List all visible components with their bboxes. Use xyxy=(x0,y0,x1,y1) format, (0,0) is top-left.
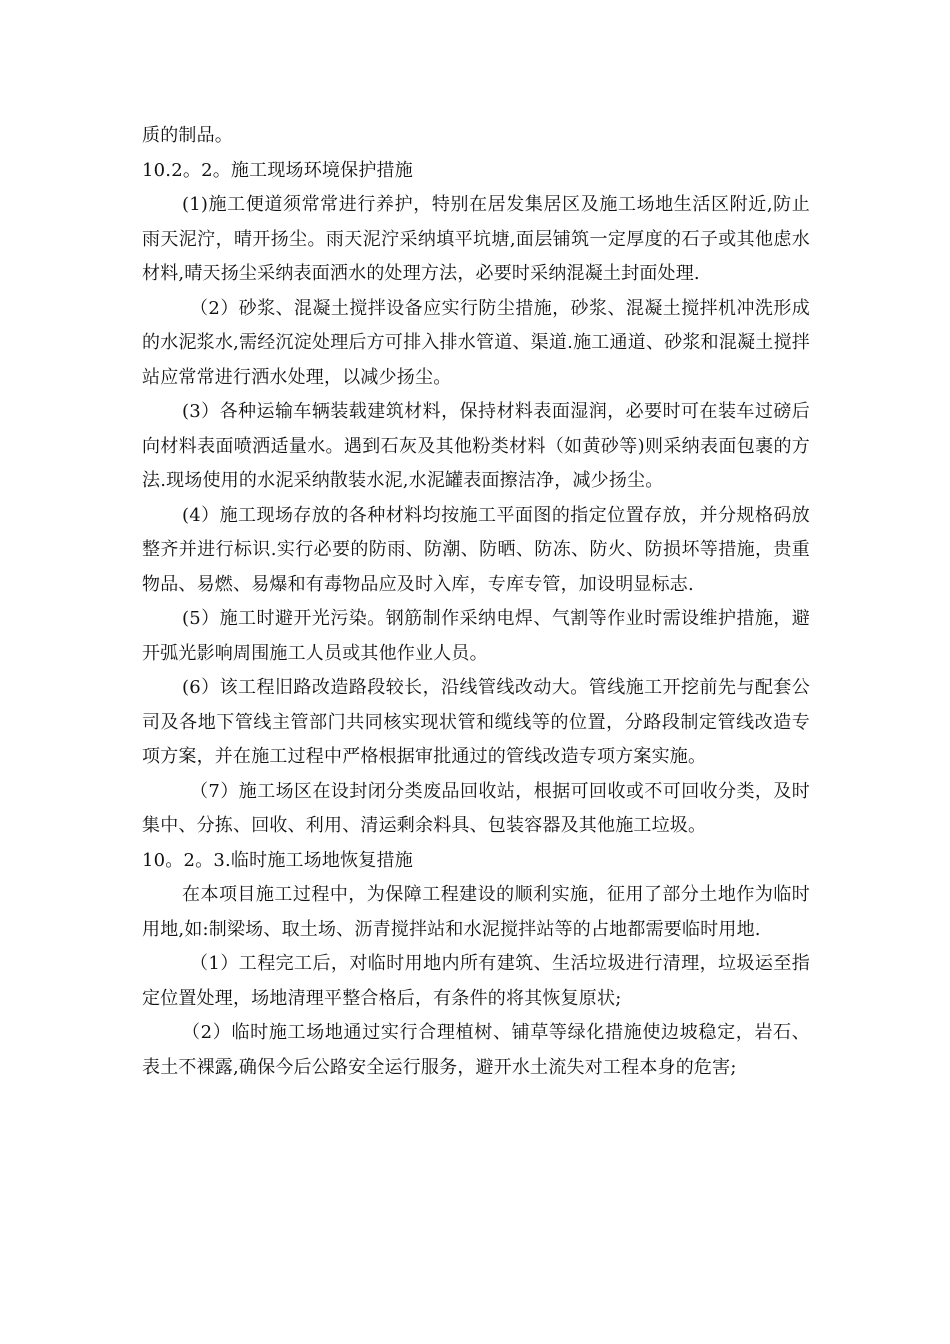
paragraph-restore-1: （1）工程完工后，对临时用地内所有建筑、生活垃圾进行清理，垃圾运至指定位置处理，场地清理平整合格后，有条件的将其恢复原状; xyxy=(142,953,810,1009)
paragraph-item-4: (4）施工现场存放的各种材料均按施工平面图的指定位置存放，并分规格码放整齐并进行标识.实行必要的防雨、防潮、防晒、防冻、防火、防损坏等措施，贵重物品、易燃、易爆和有毒物品应及时入库，专库专管，加设明显标志. xyxy=(142,504,810,595)
paragraph-item-5: (5）施工时避开光污染。钢筋制作采纳电焊、气割等作业时需设维护措施，避开弧光影响周围施工人员或其他作业人员。 xyxy=(142,608,810,664)
paragraph-intro: 在本项目施工过程中，为保障工程建设的顺利实施，征用了部分土地作为临时用地,如:制梁场、取土场、沥青搅拌站和水泥搅拌站等的占地都需要临时用地. xyxy=(142,884,810,940)
paragraph-item-6: (6）该工程旧路改造路段较长，沿线管线改动大。管线施工开挖前先与配套公司及各地下管线主管部门共同核实现状管和缆线等的位置，分路段制定管线改造专项方案，并在施工过程中严格根据审批通过的管线改造专项方案实施。 xyxy=(142,677,810,767)
paragraph-continuation: 质的制品。 xyxy=(142,125,233,146)
document-body xyxy=(142,119,810,1085)
paragraph-item-1: (1)施工便道须常常进行养护，特别在居发集居区及施工场地生活区附近,防止雨天泥泞，晴开扬尘。雨天泥泞采纳填平坑塘,面层铺筑一定厚度的石子或其他虑水材料,晴天扬尘采纳表面洒水的处理方法，必要时采纳混凝土封面处理. xyxy=(142,194,810,284)
paragraph-item-2: （2）砂浆、混凝土搅拌设备应实行防尘措施，砂浆、混凝土搅拌机冲洗形成的水泥浆水,需经沉淀处理后方可排入排水管道、渠道.施工通道、砂浆和混凝土搅拌站应常常进行洒水处理，以减少扬尘。 xyxy=(142,297,810,388)
paragraph-item-3: (3）各种运输车辆装载建筑材料，保持材料表面湿润，必要时可在装车过磅后向材料表面喷洒适量水。遇到石灰及其他粉类材料（如黄砂等)则采纳表面包裹的方法.现场使用的水泥采纳散装水泥,水泥罐表面擦洁净，减少扬尘。 xyxy=(142,401,810,491)
section-heading-10-2-3: 10。2。3.临时施工场地恢复措施 xyxy=(142,849,413,871)
paragraph-item-7: （7）施工场区在设封闭分类废品回收站，根据可回收或不可回收分类，及时集中、分拣、回收、利用、清运剩余料具、包装容器及其他施工垃圾。 xyxy=(142,780,810,836)
section-heading-10-2-2: 10.2。2。施工现场环境保护措施 xyxy=(142,159,413,181)
paragraph-restore-2: （2）临时施工场地通过实行合理植树、铺草等绿化措施使边坡稳定，岩石、表土不裸露,确保今后公路安全运行服务，避开水土流失对工程本身的危害; xyxy=(142,1022,810,1078)
